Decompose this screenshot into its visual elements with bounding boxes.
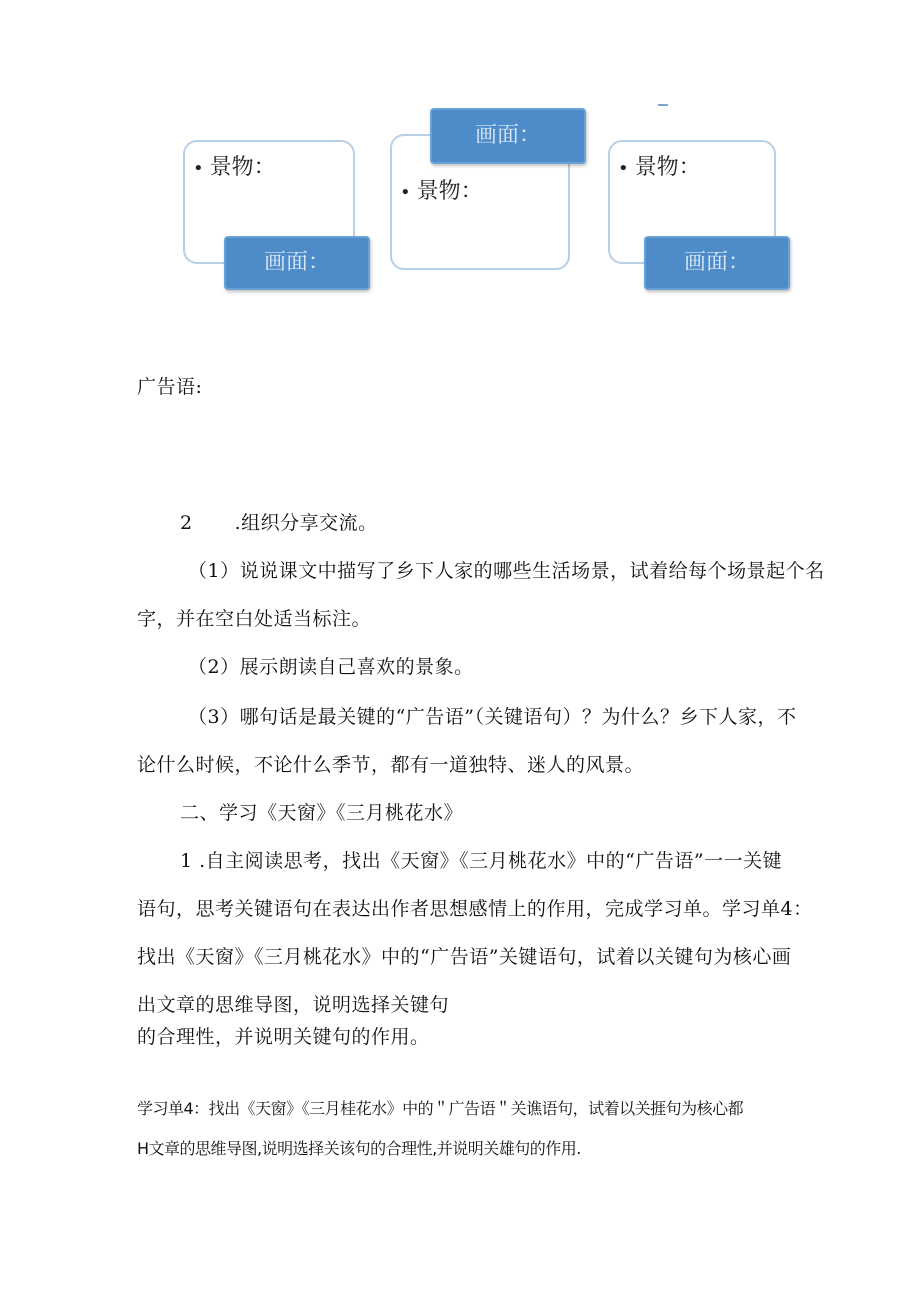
part-2-para-line-3: 找出《天窗》《三月桃花水》中的“广告语”关键语句，试着以关键句为核心画 xyxy=(137,946,792,968)
worksheet-line-1: 学习单4：找出《天窗》《三月桂花水》中的＂广告语＂关谯语句，试着以关捱句为核心都 xyxy=(137,1099,744,1118)
card-1-tag: 画面： xyxy=(224,236,370,290)
bullet-icon: • xyxy=(400,182,411,203)
worksheet-line-2: H文章的思维导图,说明选择关该句的合理性,并说明关雄句的作用. xyxy=(137,1139,581,1158)
part-2-heading: 二、学习《天窗》《三月桃花水》 xyxy=(180,802,464,824)
card-3-label: • 景物： xyxy=(618,155,701,180)
item-2: （2）展示朗读自己喜欢的景象。 xyxy=(188,656,474,678)
part-2-para-line-5: 的合理性，并说明关键句的作用。 xyxy=(137,1026,430,1048)
section-2-title: 2 .组织分享交流。 xyxy=(180,512,378,534)
bullet-icon: • xyxy=(618,158,629,179)
card-1-label: • 景物： xyxy=(193,155,276,180)
item-1-line-1: （1）说说课文中描写了乡下人家的哪些生活场景，试着给每个场景起个名 xyxy=(188,560,825,582)
part-2-para-line-1: 1 .自主阅读思考，找出《天窗》《三月桃花水》中的“广告语”一一关键 xyxy=(180,850,783,872)
card-2-label: • 景物： xyxy=(400,179,483,204)
card-2-tag: 画面： xyxy=(430,108,586,164)
card-3-tag: 画面： xyxy=(644,236,790,290)
part-2-para-line-4: 出文章的思维导图，说明选择关键句 xyxy=(137,994,450,1016)
decorative-dash xyxy=(658,104,668,106)
item-3-line-2: 论什么时候，不论什么季节，都有一道独特、迷人的风景。 xyxy=(137,754,645,776)
item-1-line-2: 字，并在空白处适当标注。 xyxy=(137,608,372,630)
bullet-icon: • xyxy=(193,158,204,179)
part-2-para-line-2: 语句，思考关键语句在表达出作者思想感情上的作用，完成学习单。学习单4： xyxy=(137,898,813,920)
ad-label: 广告语: xyxy=(137,376,203,398)
item-3-line-1: （3）哪句话是最关键的“广告语”（关键语句）？为什么？乡下人家，不 xyxy=(188,706,797,728)
